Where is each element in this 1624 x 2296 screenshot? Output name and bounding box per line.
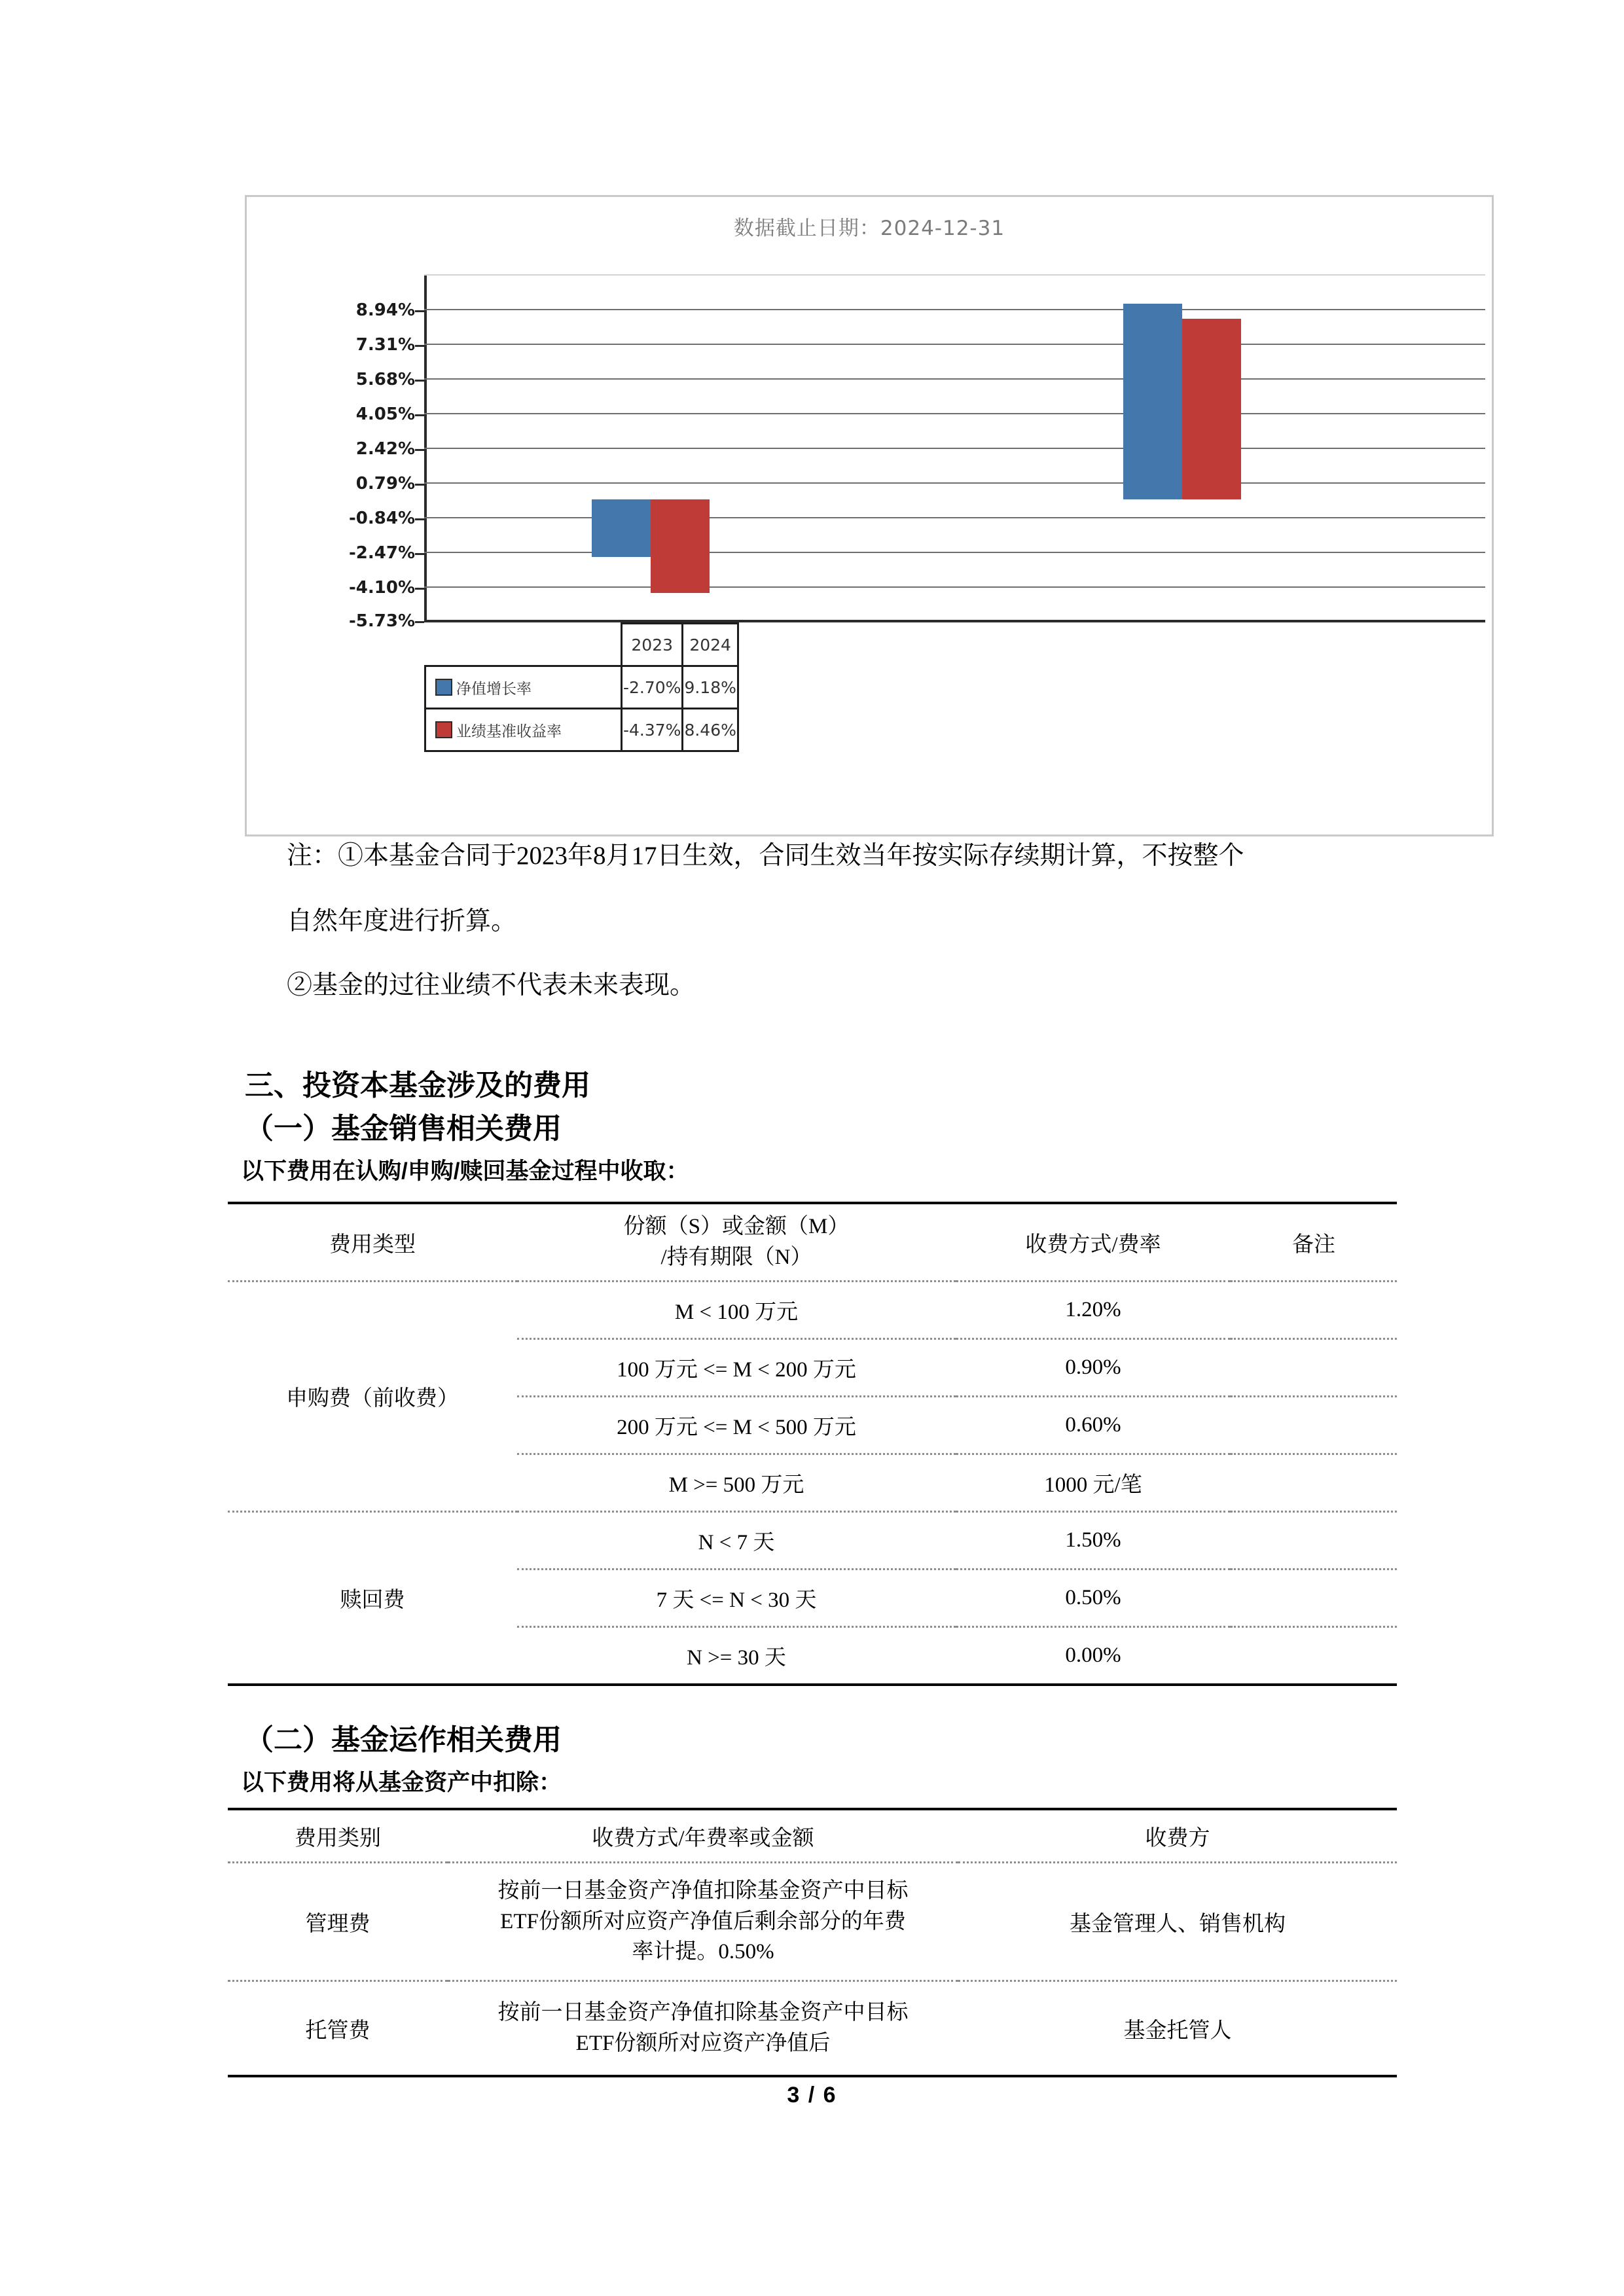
fee-table-operation	[228, 1808, 1397, 2077]
fee-table-1-row	[228, 1512, 1397, 1570]
tick-mark-7	[415, 518, 424, 520]
fee-table-2-row	[228, 1981, 1397, 2077]
fee-table-2-th-payee: 收费方	[1145, 1826, 1210, 1850]
fee-remark	[1231, 1454, 1397, 1512]
fee-remark	[1231, 1512, 1397, 1570]
fee-remark	[1231, 1339, 1397, 1397]
bar-2024-net-growth	[1123, 304, 1182, 499]
fee-method-custody: 按前一日基金资产净值扣除基金资产中目标ETF份额所对应资产净值后	[448, 1981, 958, 2077]
fee-payee-custody: 基金托管人	[958, 1981, 1397, 2077]
subsection-1-lead: 以下费用在认购/申购/赎回基金过程中收取：	[241, 1158, 689, 1184]
fee-rate: 0.60%	[956, 1397, 1231, 1454]
value-net-growth-2023: -2.70%	[622, 666, 683, 709]
subsection-2-lead: 以下费用将从基金资产中扣除：	[241, 1770, 562, 1795]
section-heading-3: 三、投资本基金涉及的费用	[245, 1069, 590, 1102]
ytick-label-9: -4.10%	[349, 578, 415, 598]
gridline-4	[355, 404, 1485, 424]
legend-swatch-blue-icon	[435, 679, 452, 696]
ytick-label-2: 7.31%	[355, 335, 415, 355]
legend-net-growth-label: 净值增长率	[456, 680, 532, 698]
chart-category-2024: 2024	[683, 624, 738, 666]
chart-table-row-benchmark	[425, 709, 738, 751]
fee-category-management: 管理费	[228, 1863, 448, 1981]
tick-mark-9	[415, 588, 424, 590]
subsection-heading-1: （一）基金销售相关费用	[245, 1113, 562, 1145]
ytick-label-6: 0.79%	[355, 474, 415, 493]
note-line-3: ②基金的过往业绩不代表未来表现。	[287, 971, 696, 999]
chart-table-corner-cell	[425, 624, 622, 666]
gridline-2	[355, 335, 1485, 355]
tick-mark-5	[415, 449, 424, 451]
gridline-5	[355, 439, 1485, 459]
fee-rate: 0.50%	[956, 1570, 1231, 1627]
chart-category-2023: 2023	[622, 624, 683, 666]
tick-mark-2	[415, 345, 424, 347]
tick-mark-6	[415, 484, 424, 486]
fee-basis: 100 万元 <= M < 200 万元	[517, 1339, 956, 1397]
bar-2024-benchmark	[1182, 319, 1241, 499]
note-line-1: 注：①本基金合同于2023年8月17日生效，合同生效当年按实际存续期计算，不按整个	[287, 842, 1244, 870]
page-number: 3 / 6	[787, 2083, 837, 2108]
gridline-6	[355, 474, 1485, 493]
performance-chart	[245, 195, 1494, 836]
fee-basis: N >= 30 天	[517, 1627, 956, 1685]
fee-rate: 0.90%	[956, 1339, 1231, 1397]
fee-remark	[1231, 1570, 1397, 1627]
fee-basis: 7 天 <= N < 30 天	[517, 1570, 956, 1627]
legend-swatch-red-icon	[435, 721, 452, 738]
fee-rate: 1000 元/笔	[956, 1454, 1231, 1512]
fee-table-1-header-row	[228, 1203, 1397, 1282]
gridline-9	[349, 578, 1485, 598]
gridline-7	[349, 509, 1485, 528]
fee-remark	[1231, 1627, 1397, 1685]
fee-rate: 0.00%	[956, 1627, 1231, 1685]
ytick-label-7: -0.84%	[349, 509, 415, 528]
tick-mark-1	[415, 310, 424, 312]
fee-basis: N < 7 天	[517, 1512, 956, 1570]
fee-type-redemption: 赎回费	[228, 1512, 517, 1685]
tick-mark-8	[415, 553, 424, 555]
ytick-label-1: 8.94%	[355, 300, 415, 320]
value-benchmark-2024: 8.46%	[683, 709, 738, 751]
chart-table-row-net-growth	[425, 666, 738, 709]
fee-rate: 1.50%	[956, 1512, 1231, 1570]
fee-table-1-th-basis-line1: 份额（S）或金额（M）	[623, 1215, 850, 1239]
fee-table-1-row	[228, 1282, 1397, 1339]
note-line-2: 自然年度进行折算。	[287, 907, 517, 935]
fee-table-2-th-method: 收费方式/年费率或金额	[592, 1826, 814, 1850]
gridline-8	[349, 543, 1485, 563]
fee-table-2-row	[228, 1863, 1397, 1981]
tick-mark-3	[415, 380, 424, 382]
bar-2023-benchmark	[651, 499, 710, 593]
fee-rate: 1.20%	[956, 1282, 1231, 1339]
fee-table-1-th-remark: 备注	[1292, 1232, 1335, 1257]
fee-remark	[1231, 1282, 1397, 1339]
legend-benchmark-label: 业绩基准收益率	[456, 723, 562, 740]
fee-category-custody: 托管费	[228, 1981, 448, 2077]
ytick-label-8: -2.47%	[349, 543, 415, 563]
gridline-1	[355, 300, 1485, 320]
fee-table-2-th-category: 费用类别	[295, 1826, 381, 1850]
bar-2023-net-growth	[592, 499, 651, 557]
chart-title: 数据截止日期：2024-12-31	[733, 217, 1005, 240]
ytick-label-3: 5.68%	[355, 370, 415, 389]
fee-table-1-th-basis	[517, 1203, 956, 1282]
fee-basis: M >= 500 万元	[517, 1454, 956, 1512]
ytick-label-4: 4.05%	[355, 404, 415, 424]
fee-type-subscription: 申购费（前收费）	[228, 1282, 517, 1512]
ytick-label-10: -5.73%	[349, 611, 415, 631]
fee-table-1-th-type: 费用类型	[329, 1232, 416, 1257]
fee-method-management: 按前一日基金资产净值扣除基金资产中目标ETF份额所对应资产净值后剩余部分的年费率计提。0.50%	[448, 1863, 958, 1981]
chart-table-category-row	[425, 624, 738, 666]
value-benchmark-2023: -4.37%	[622, 709, 683, 751]
fee-basis: 200 万元 <= M < 500 万元	[517, 1397, 956, 1454]
fee-table-1-th-rate: 收费方式/费率	[1025, 1232, 1161, 1257]
legend-net-growth	[425, 666, 622, 709]
ytick-label-5: 2.42%	[355, 439, 415, 459]
fee-table-sales	[228, 1202, 1397, 1686]
subsection-heading-2: （二）基金运作相关费用	[245, 1724, 562, 1756]
fee-table-1-th-basis-line2: /持有期限（N）	[660, 1246, 812, 1269]
legend-benchmark	[425, 709, 622, 751]
chart-plot-area	[349, 274, 1485, 631]
fee-remark	[1231, 1397, 1397, 1454]
tick-mark-10	[415, 621, 424, 623]
gridline-top	[424, 274, 1485, 276]
fee-basis: M < 100 万元	[517, 1282, 956, 1339]
chart-legend-table	[424, 622, 739, 752]
value-net-growth-2024: 9.18%	[683, 666, 738, 709]
fee-table-2-header-row	[228, 1809, 1397, 1863]
fee-payee-management: 基金管理人、销售机构	[958, 1863, 1397, 1981]
tick-mark-4	[415, 414, 424, 416]
gridline-3	[355, 370, 1485, 389]
